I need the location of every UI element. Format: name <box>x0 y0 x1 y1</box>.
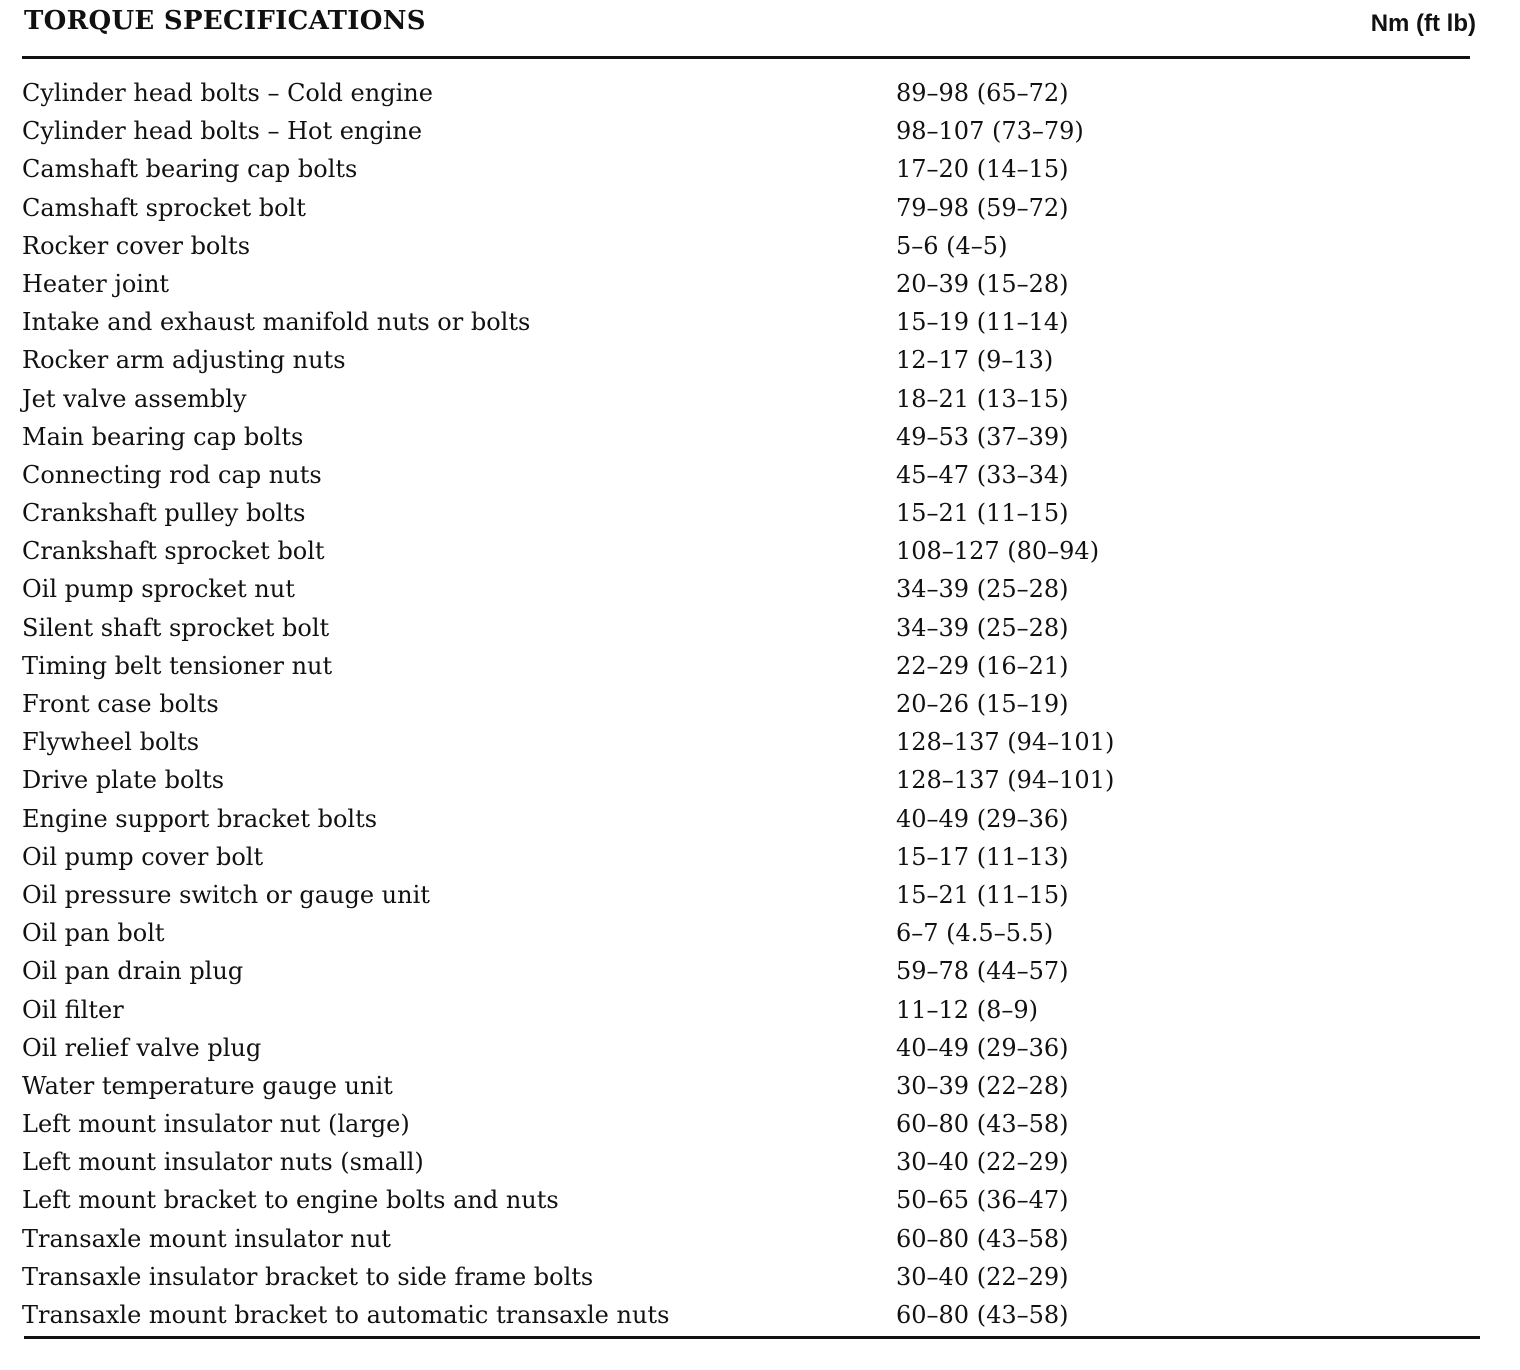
spec-name: Left mount bracket to engine bolts and nuts <box>22 1186 559 1215</box>
table-row <box>22 532 1470 570</box>
table-row <box>22 1105 1470 1143</box>
spec-value: 98–107 (73–79) <box>896 117 1084 146</box>
table-row <box>22 1181 1470 1219</box>
spec-name: Transaxle insulator bracket to side frame bolts <box>22 1262 594 1291</box>
spec-name: Camshaft bearing cap bolts <box>22 155 358 184</box>
spec-name: Timing belt tensioner nut <box>22 651 333 680</box>
table-row <box>22 418 1470 456</box>
spec-value: 22–29 (16–21) <box>896 651 1069 680</box>
spec-value: 34–39 (25–28) <box>896 613 1069 642</box>
spec-name: Left mount insulator nuts (small) <box>22 1148 424 1177</box>
table-row <box>22 1029 1470 1067</box>
table-row <box>22 494 1470 532</box>
table-row <box>22 914 1470 952</box>
spec-value: 50–65 (36–47) <box>896 1186 1069 1215</box>
table-row <box>22 189 1470 227</box>
spec-value: 30–40 (22–29) <box>896 1262 1069 1291</box>
table-row <box>22 1296 1470 1334</box>
spec-name: Crankshaft pulley bolts <box>22 499 306 528</box>
spec-name: Camshaft sprocket bolt <box>22 193 306 222</box>
page-title: TORQUE SPECIFICATIONS <box>24 6 426 36</box>
spec-name: Oil relief valve plug <box>22 1033 262 1062</box>
spec-name: Left mount insulator nut (large) <box>22 1110 410 1139</box>
spec-name: Drive plate bolts <box>22 766 225 795</box>
table-row <box>22 150 1470 188</box>
spec-name: Front case bolts <box>22 690 219 718</box>
table-row <box>22 380 1470 418</box>
spec-value: 34–39 (25–28) <box>896 575 1069 604</box>
spec-name: Main bearing cap bolts <box>22 422 304 451</box>
spec-value: 40–49 (29–36) <box>896 804 1069 833</box>
spec-value: 89–98 (65–72) <box>896 79 1069 107</box>
table-row <box>22 1258 1470 1296</box>
table-row <box>22 1143 1470 1181</box>
spec-value: 30–39 (22–28) <box>896 1071 1069 1100</box>
spec-value: 6–7 (4.5–5.5) <box>896 919 1054 948</box>
spec-name: Transaxle mount insulator nut <box>22 1224 391 1253</box>
table-row <box>22 952 1470 990</box>
spec-name: Connecting rod cap nuts <box>22 460 322 489</box>
spec-value: 59–78 (44–57) <box>896 957 1069 986</box>
table-row <box>22 227 1470 265</box>
spec-name: Silent shaft sprocket bolt <box>22 613 330 642</box>
spec-value: 15–21 (11–15) <box>896 499 1069 528</box>
spec-value: 45–47 (33–34) <box>896 460 1069 489</box>
spec-name: Intake and exhaust manifold nuts or bolts <box>22 308 531 337</box>
spec-value: 40–49 (29–36) <box>896 1033 1069 1062</box>
table-row <box>22 761 1470 799</box>
spec-name: Cylinder head bolts – Hot engine <box>22 117 423 146</box>
table-row <box>22 74 1470 112</box>
spec-name: Oil pan bolt <box>22 919 165 948</box>
spec-name: Flywheel bolts <box>22 728 200 757</box>
table-row <box>22 876 1470 914</box>
table-row <box>22 265 1470 303</box>
table-row <box>22 991 1470 1029</box>
spec-name: Crankshaft sprocket bolt <box>22 537 325 566</box>
spec-value: 128–137 (94–101) <box>896 766 1115 795</box>
spec-value: 60–80 (43–58) <box>896 1301 1069 1329</box>
spec-name: Oil pump cover bolt <box>22 842 264 871</box>
table-row <box>22 1067 1470 1105</box>
bottom-divider <box>24 1336 1480 1339</box>
spec-value: 79–98 (59–72) <box>896 193 1069 222</box>
table-row <box>22 112 1470 150</box>
spec-name: Oil pump sprocket nut <box>22 575 295 604</box>
table-row <box>22 609 1470 647</box>
spec-value: 15–17 (11–13) <box>896 842 1069 871</box>
spec-value: 108–127 (80–94) <box>896 537 1100 566</box>
spec-value: 15–21 (11–15) <box>896 880 1069 909</box>
spec-value: 30–40 (22–29) <box>896 1148 1069 1177</box>
spec-value: 17–20 (14–15) <box>896 155 1069 184</box>
table-row <box>22 456 1470 494</box>
torque-spec-list <box>22 74 1470 1334</box>
spec-value: 18–21 (13–15) <box>896 384 1069 413</box>
spec-name: Rocker arm adjusting nuts <box>22 346 346 375</box>
spec-value: 20–26 (15–19) <box>896 690 1069 718</box>
spec-name: Jet valve assembly <box>22 384 247 413</box>
spec-name: Cylinder head bolts – Cold engine <box>22 79 433 107</box>
spec-name: Oil pan drain plug <box>22 957 244 986</box>
table-row <box>22 647 1470 685</box>
spec-value: 60–80 (43–58) <box>896 1224 1069 1253</box>
table-row <box>22 570 1470 608</box>
spec-name: Heater joint <box>22 269 170 298</box>
spec-value: 20–39 (15–28) <box>896 269 1069 298</box>
spec-name: Water temperature gauge unit <box>22 1071 393 1100</box>
spec-value: 11–12 (8–9) <box>896 995 1038 1024</box>
spec-name: Oil filter <box>22 995 124 1024</box>
table-row <box>22 1220 1470 1258</box>
spec-value: 5–6 (4–5) <box>896 231 1008 260</box>
spec-value: 12–17 (9–13) <box>896 346 1054 375</box>
spec-name: Oil pressure switch or gauge unit <box>22 880 430 909</box>
table-row <box>22 341 1470 379</box>
spec-value: 49–53 (37–39) <box>896 422 1069 451</box>
spec-name: Transaxle mount bracket to automatic transaxle nuts <box>22 1301 670 1329</box>
top-divider <box>22 56 1470 59</box>
spec-name: Engine support bracket bolts <box>22 804 378 833</box>
units-label: Nm (ft lb) <box>1370 10 1476 37</box>
spec-value: 60–80 (43–58) <box>896 1110 1069 1139</box>
table-row <box>22 838 1470 876</box>
spec-name: Rocker cover bolts <box>22 231 251 260</box>
table-row <box>22 723 1470 761</box>
table-row <box>22 800 1470 838</box>
spec-value: 15–19 (11–14) <box>896 308 1069 337</box>
table-row <box>22 685 1470 723</box>
table-row <box>22 303 1470 341</box>
spec-value: 128–137 (94–101) <box>896 728 1115 757</box>
